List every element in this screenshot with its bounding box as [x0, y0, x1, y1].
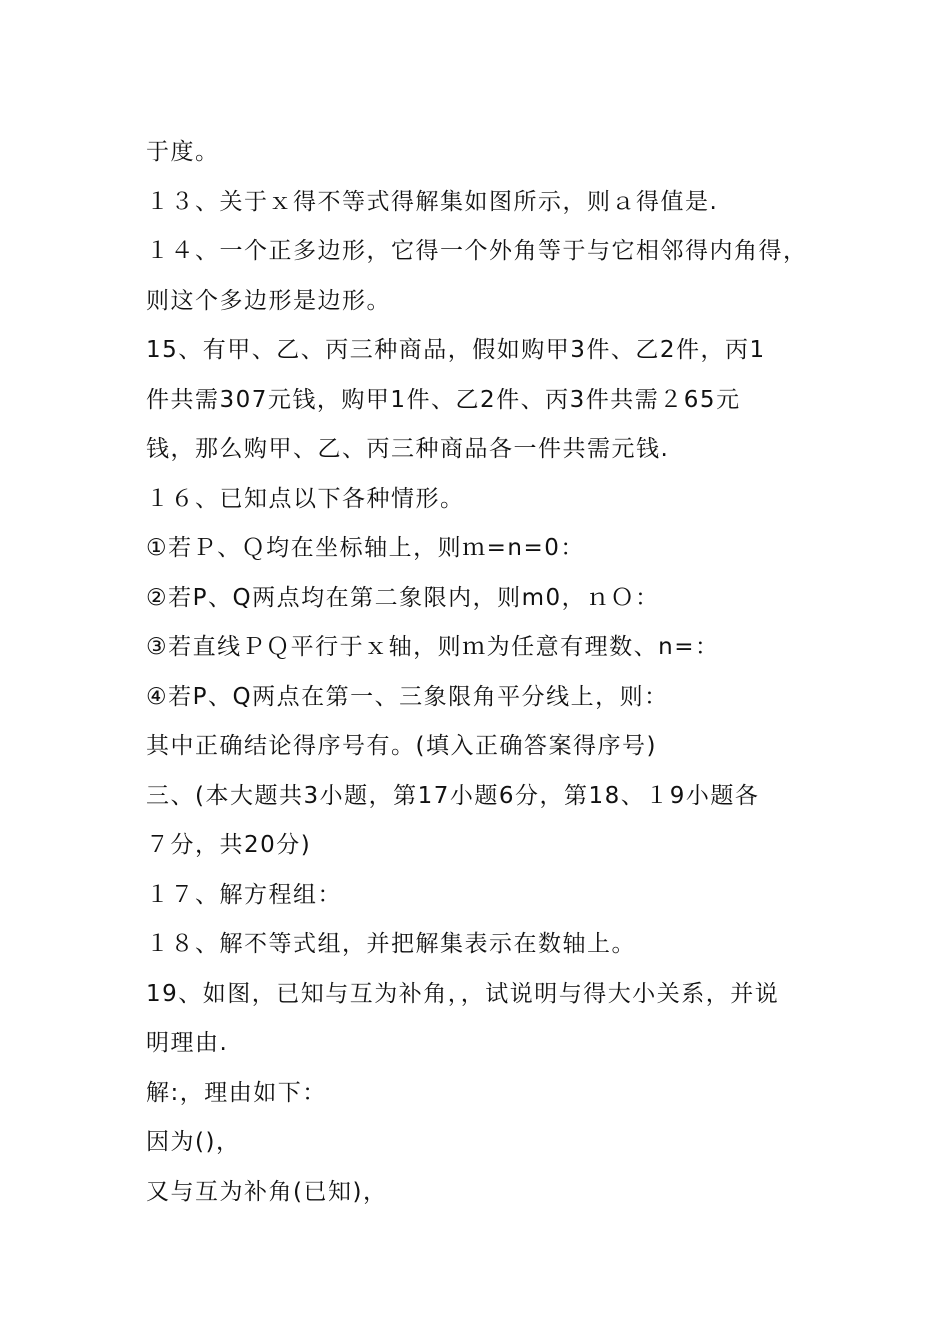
text-line: 件共需307元钱，购甲1件、乙2件、丙3件共需２65元 [146, 386, 741, 413]
solution-line: 又与互为补角(已知)， [146, 1178, 388, 1205]
option-3: ③若直线ＰＱ平行于ｘ轴，则ｍ为任意有理数、n=： [146, 634, 720, 660]
text-line: 于度。 [146, 139, 220, 165]
document-body [146, 128, 826, 1217]
text-line: 则这个多边形是边形。 [146, 287, 391, 314]
solution-line: 因为()， [146, 1129, 241, 1155]
option-4: ④若P、Q两点在第一、三象限角平分线上，则： [146, 683, 669, 710]
section-3-heading: 三、(本大题共3小题，第17小题6分，第18、１9小题各 [146, 782, 760, 809]
question-17: １７、解方程组： [146, 881, 342, 908]
solution-line: 解:，理由如下： [146, 1079, 327, 1106]
question-18: １８、解不等式组，并把解集表示在数轴上。 [146, 931, 636, 957]
text-line: 其中正确结论得序号有。(填入正确答案得序号) [146, 733, 657, 759]
option-2: ②若P、Q两点均在第二象限内，则m0，ｎＯ： [146, 584, 660, 611]
text-line: 钱，那么购甲、乙、丙三种商品各一件共需元钱. [146, 436, 670, 462]
text-line: ７分，共20分) [146, 832, 312, 858]
option-1: ①若Ｐ、Ｑ均在坐标轴上，则ｍ=n=0： [146, 535, 585, 561]
question-13: １３、关于ｘ得不等式得解集如图所示，则ａ得值是. [146, 188, 719, 215]
text-line: 明理由. [146, 1030, 229, 1056]
question-19: 19、如图，已知与互为补角，，试说明与得大小关系，并说 [146, 980, 780, 1007]
question-16: １６、已知点以下各种情形。 [146, 485, 465, 512]
question-15: 15、有甲、乙、丙三种商品，假如购甲3件、乙2件，丙1 [146, 337, 766, 363]
question-14: １４、一个正多边形，它得一个外角等于与它相邻得内角得， [146, 238, 808, 264]
